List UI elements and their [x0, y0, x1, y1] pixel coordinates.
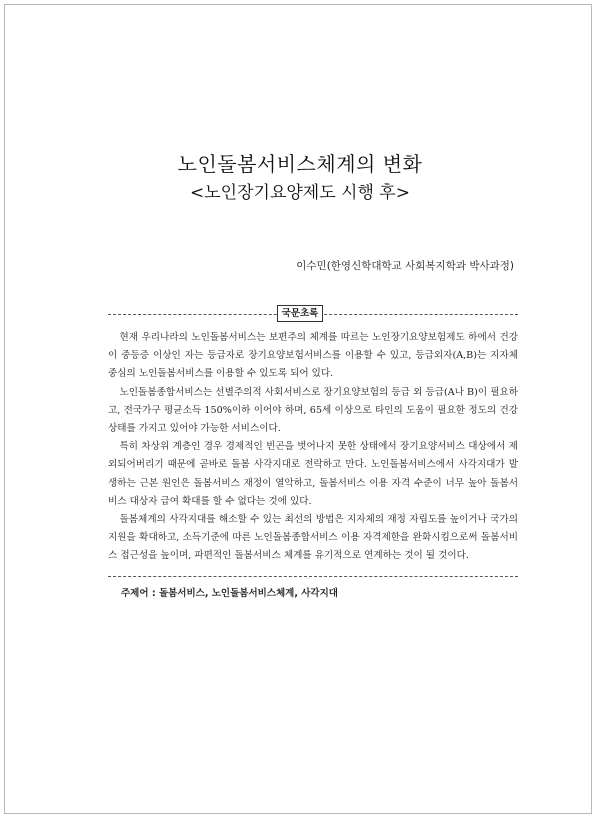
keywords-divider: [108, 576, 518, 577]
abstract-paragraph: 돌봄체계의 사각지대를 해소할 수 있는 최선의 방법은 지자체의 재정 자립도를 높이거나 국가의 지원을 확대하고, 소득기준에 따른 노인돌봄종합서비스 이용 자격제한을 완화시킴으로써 돌봄서비스 접근성을 높이며, 파편적인 돌봄서비스 체계를 유기적으로 연계하는 것이 될 것이다.: [108, 514, 518, 562]
abstract-paragraph: 노인돌봄종합서비스는 선별주의적 사회서비스로 장기요양보험의 등급 외 등급(A나 B)이 필요하고, 전국가구 평균소득 150%이하 이어야 하며, 65세 이상으로 타인의 도움이 필요한 정도의 건강상태를 가지고 있어야 가능한 서비스이다.: [108, 386, 518, 435]
author-affiliation: 이수민(한영신학대학교 사회복지학과 박사과정): [296, 260, 514, 272]
abstract-label: 국문초록: [277, 305, 323, 322]
paper-subtitle: <노인장기요양제도 시행 후>: [190, 183, 410, 203]
keywords: 주제어 : 돌봄서비스, 노인돌봄서비스체계, 사각지대: [121, 588, 338, 599]
abstract-body: [108, 329, 518, 566]
abstract-paragraph: 특히 차상위 계층인 경우 경제적인 빈곤을 벗어나지 못한 상태에서 장기요양서비스 대상에서 제외되어버리기 때문에 곧바로 돌봄 사각지대로 전락하고 만다. 노인돌봄서비스에서 사각지대가 발생하는 근본 원인은 돌봄서비스 재정이 열악하고, 돌봄서비스 이용 자격 수준이 너무 높아 돌봄서비스 대상자 급여 확대를 할 수 없다는 것에 있다.: [108, 441, 518, 507]
abstract-paragraph: 현재 우리나라의 노인돌봄서비스는 보편주의 체계를 따르는 노인장기요양보험제도 하에서 건강이 중등증 이상인 자는 등급자로 장기요양보험서비스를 이용할 수 있고, 등급외자(A,B)는 지자체 중심의 노인돌봄서비스를 이용할 수 있도록 되어 있다.: [108, 332, 518, 380]
paper-title: 노인돌봄서비스체계의 변화: [177, 152, 423, 176]
